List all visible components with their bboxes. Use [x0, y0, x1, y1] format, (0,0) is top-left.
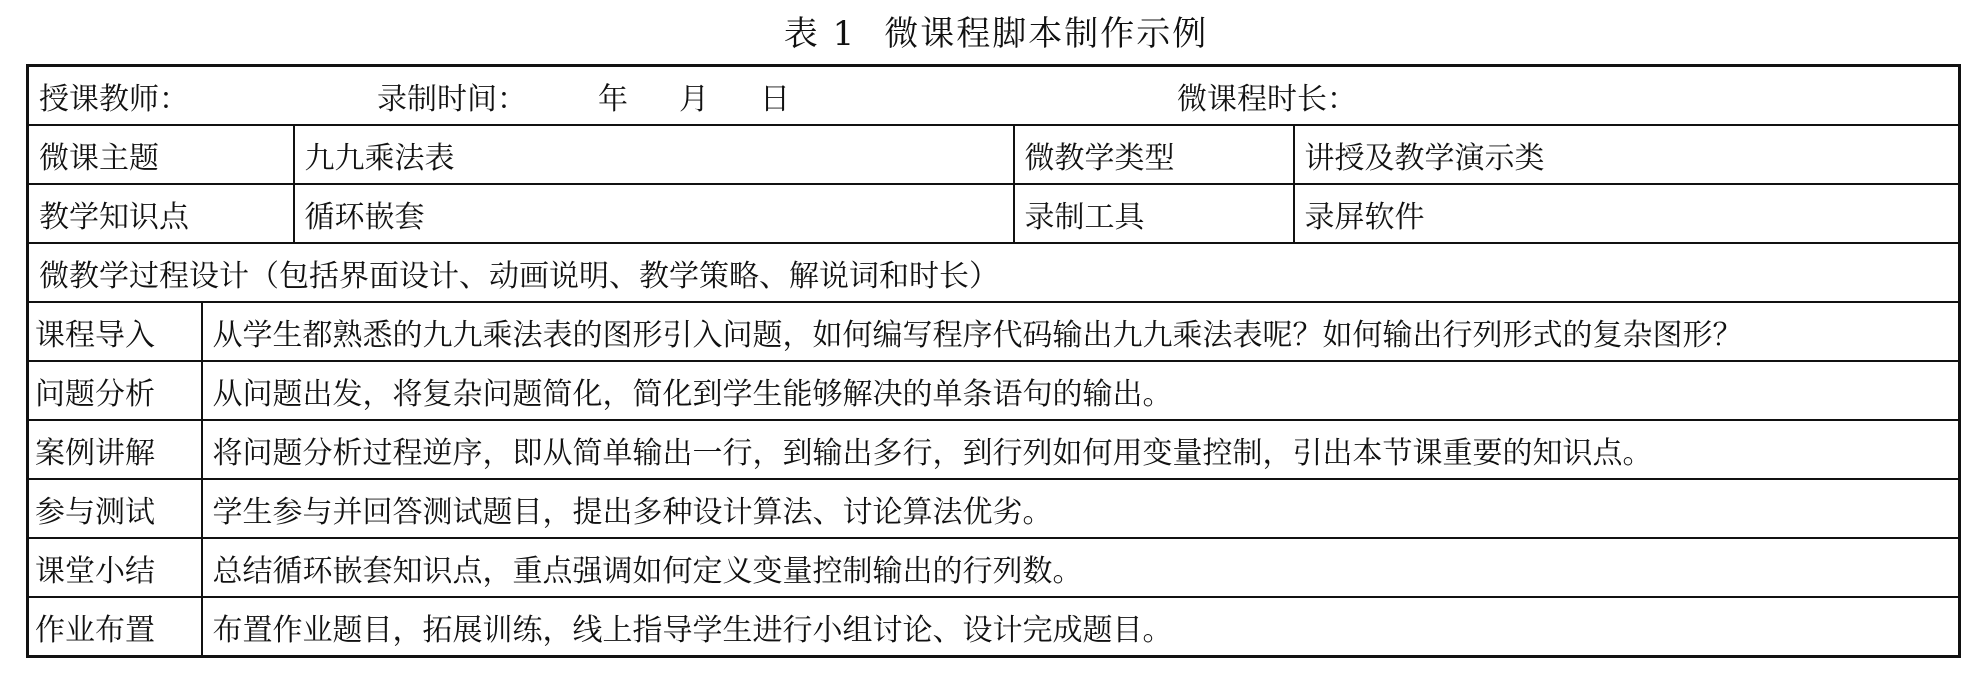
stage-row	[28, 302, 1960, 361]
header-cell	[28, 66, 1960, 126]
process-heading-row	[28, 243, 1960, 302]
topic-value: 九九乘法表	[294, 125, 1014, 184]
day-label: 日	[760, 81, 790, 117]
teaching-type-value: 讲授及教学演示类	[1294, 125, 1960, 184]
stage-name: 问题分析	[28, 361, 202, 420]
recording-tool-value: 录屏软件	[1294, 184, 1960, 243]
stage-content: 布置作业题目，拓展训练，线上指导学生进行小组讨论、设计完成题目。	[202, 597, 1960, 657]
table-title: 微课程脚本制作示例	[884, 14, 1209, 54]
stage-content: 从问题出发，将复杂问题简化，简化到学生能够解决的单条语句的输出。	[202, 361, 1960, 420]
stage-name: 参与测试	[28, 479, 202, 538]
topic-label: 微课主题	[28, 125, 294, 184]
stage-name: 案例讲解	[28, 420, 202, 479]
stage-row	[28, 420, 1960, 479]
stage-row	[28, 361, 1960, 420]
table-caption	[0, 10, 1986, 58]
stage-name: 课堂小结	[28, 538, 202, 597]
record-time-label: 录制时间：	[377, 81, 527, 117]
info-row-topic	[28, 125, 1960, 184]
month-label: 月	[679, 81, 709, 117]
stage-row	[28, 597, 1960, 657]
stage-content: 学生参与并回答测试题目，提出多种设计算法、讨论算法优劣。	[202, 479, 1960, 538]
teaching-type-label: 微教学类型	[1014, 125, 1294, 184]
stage-content: 总结循环嵌套知识点，重点强调如何定义变量控制输出的行列数。	[202, 538, 1960, 597]
stage-name: 课程导入	[28, 302, 202, 361]
stage-name: 作业布置	[28, 597, 202, 657]
knowledge-value: 循环嵌套	[294, 184, 1014, 243]
stage-row	[28, 479, 1960, 538]
stage-content: 从学生都熟悉的九九乘法表的图形引入问题，如何编写程序代码输出九九乘法表呢？如何输出行列形式的复杂图形？	[202, 302, 1960, 361]
header-row	[28, 66, 1960, 126]
teacher-label: 授课教师：	[39, 81, 189, 117]
stage-row	[28, 538, 1960, 597]
stage-content: 将问题分析过程逆序，即从简单输出一行，到输出多行，到行列如何用变量控制，引出本节课重要的知识点。	[202, 420, 1960, 479]
info-row-knowledge	[28, 184, 1960, 243]
knowledge-label: 教学知识点	[28, 184, 294, 243]
table-number: 表 1	[783, 14, 857, 54]
duration-label: 微课程时长：	[1177, 81, 1357, 117]
micro-course-script-table	[26, 64, 1961, 658]
process-heading: 微教学过程设计（包括界面设计、动画说明、教学策略、解说词和时长）	[28, 243, 1960, 302]
year-label: 年	[598, 81, 628, 117]
recording-tool-label: 录制工具	[1014, 184, 1294, 243]
